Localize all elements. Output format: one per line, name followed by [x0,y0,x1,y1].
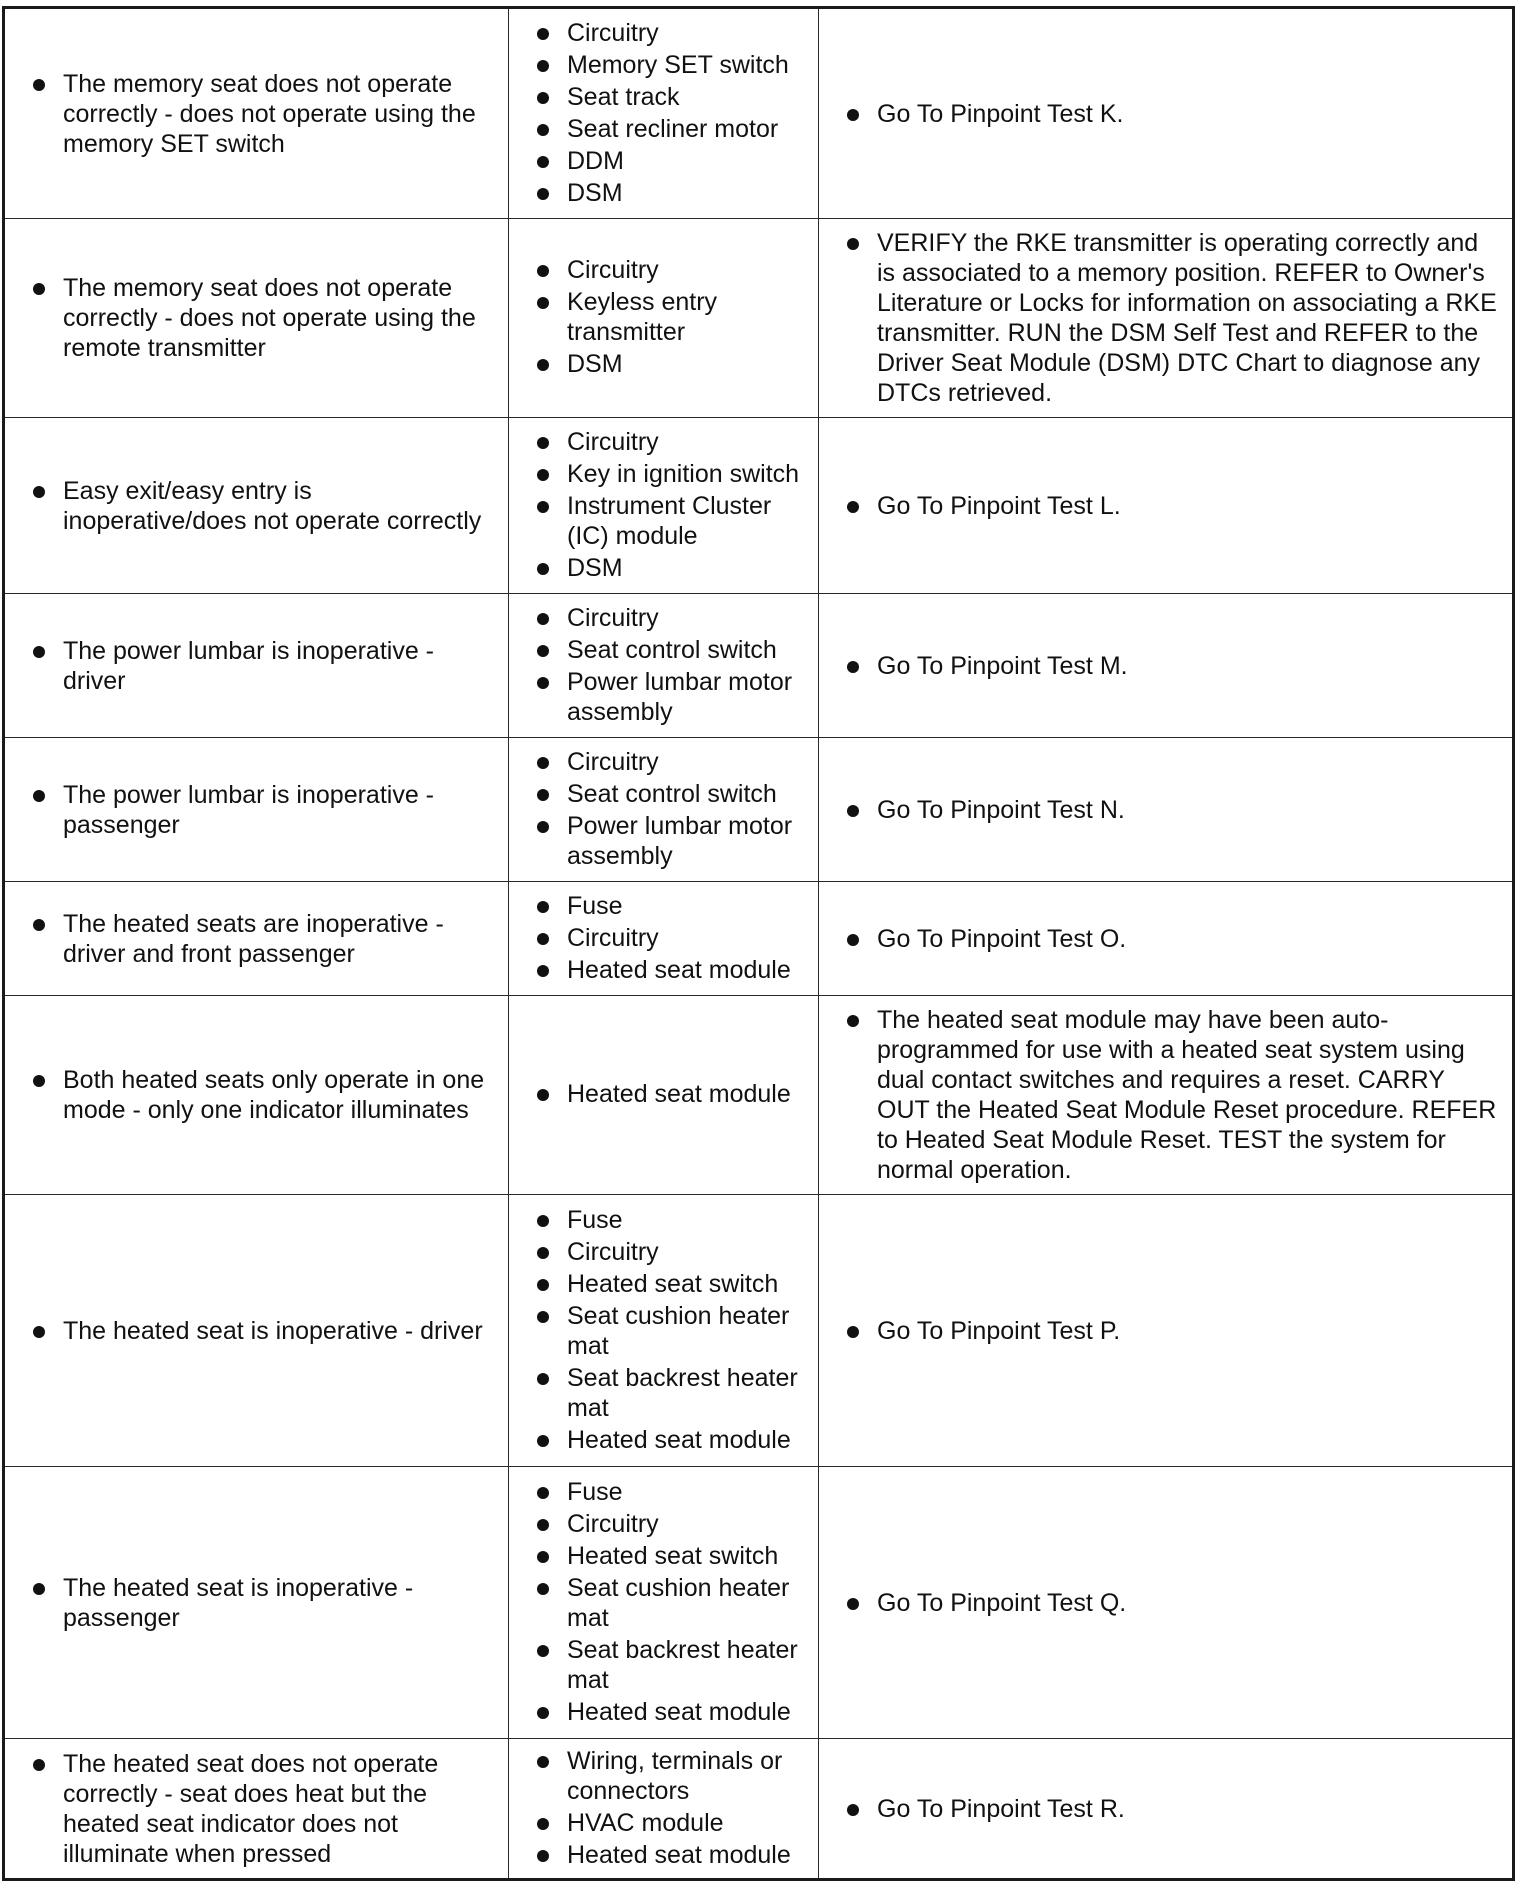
action-cell [819,1195,1514,1467]
condition-text: Both heated seats only operate in one mode - only one indicator illuminates [31,1065,498,1125]
action-text: Go To Pinpoint Test K. [845,99,1502,129]
condition-text: The power lumbar is inoperative - passenger [31,780,498,840]
cause-item: Seat recliner motor [535,114,808,144]
causes-cell [509,1195,819,1467]
cause-item: Circuitry [535,18,808,48]
causes-cell [509,418,819,594]
cause-item: Power lumbar motor assembly [535,667,808,727]
cause-item: Seat track [535,82,808,112]
cause-item: Seat control switch [535,779,808,809]
cause-item: Circuitry [535,255,808,285]
condition-cell [4,882,509,996]
action-cell [819,996,1514,1195]
cause-item: Key in ignition switch [535,459,808,489]
cause-item: HVAC module [535,1808,808,1838]
cause-item: DSM [535,349,808,379]
action-text: VERIFY the RKE transmitter is operating correctly and is associated to a memory position. REFER to Owner's Literature or Locks for information on associating a RKE transmitter. RUN the DSM Self Test and REFER to the Driver Seat Module (DSM) DTC Chart to diagnose any DTCs retrieved. [845,228,1502,408]
table-row [4,738,1514,882]
condition-cell [4,1195,509,1467]
cause-item: Wiring, terminals or connectors [535,1746,808,1806]
causes-cell [509,738,819,882]
table-row [4,996,1514,1195]
causes-list [535,891,808,985]
cause-item: Heated seat switch [535,1541,808,1571]
causes-cell [509,1739,819,1880]
diagnostic-table-page [2,6,1512,1881]
table-row [4,594,1514,738]
condition-cell [4,996,509,1195]
causes-list [535,1205,808,1455]
table-row [4,1739,1514,1880]
condition-cell [4,1739,509,1880]
causes-cell [509,8,819,219]
condition-cell [4,594,509,738]
condition-text: The heated seat does not operate correctly - seat does heat but the heated seat indicator does not illuminate when pressed [31,1749,498,1869]
condition-text: The heated seats are inoperative - driver and front passenger [31,909,498,969]
cause-item: Circuitry [535,1509,808,1539]
condition-cell [4,1467,509,1739]
causes-list [535,747,808,871]
table-body [4,8,1514,1880]
causes-list [535,603,808,727]
condition-cell [4,418,509,594]
causes-list [535,255,808,379]
action-cell [819,1739,1514,1880]
action-cell [819,8,1514,219]
cause-item: Circuitry [535,1237,808,1267]
condition-text: The memory seat does not operate correctly - does not operate using the memory SET switch [31,69,498,159]
cause-item: Circuitry [535,603,808,633]
cause-item: Keyless entry transmitter [535,287,808,347]
causes-cell [509,594,819,738]
cause-item: DSM [535,553,808,583]
action-text: Go To Pinpoint Test O. [845,924,1502,954]
table-row [4,1467,1514,1739]
cause-item: Circuitry [535,427,808,457]
cause-item: Seat backrest heater mat [535,1635,808,1695]
cause-item: Fuse [535,891,808,921]
cause-item: Circuitry [535,747,808,777]
cause-item: DDM [535,146,808,176]
action-cell [819,882,1514,996]
cause-item: Heated seat switch [535,1269,808,1299]
cause-item: DSM [535,178,808,208]
causes-cell [509,219,819,418]
causes-list [535,1746,808,1870]
action-cell [819,594,1514,738]
table-row [4,882,1514,996]
action-cell [819,738,1514,882]
cause-item: Heated seat module [535,955,808,985]
cause-item: Memory SET switch [535,50,808,80]
condition-text: The power lumbar is inoperative - driver [31,636,498,696]
cause-item: Heated seat module [535,1840,808,1870]
action-text: Go To Pinpoint Test M. [845,651,1502,681]
action-text: Go To Pinpoint Test R. [845,1794,1502,1824]
table-row [4,1195,1514,1467]
cause-item: Heated seat module [535,1425,808,1455]
cause-item: Fuse [535,1477,808,1507]
condition-text: Easy exit/easy entry is inoperative/does not operate correctly [31,476,498,536]
action-cell [819,219,1514,418]
action-text: Go To Pinpoint Test P. [845,1316,1502,1346]
condition-text: The heated seat is inoperative - passenger [31,1573,498,1633]
causes-list [535,427,808,583]
cause-item: Seat control switch [535,635,808,665]
cause-item: Seat cushion heater mat [535,1301,808,1361]
cause-item: Seat cushion heater mat [535,1573,808,1633]
cause-item: Fuse [535,1205,808,1235]
cause-item: Heated seat module [535,1697,808,1727]
causes-cell [509,882,819,996]
action-text: Go To Pinpoint Test Q. [845,1588,1502,1618]
cause-item: Heated seat module [535,1079,808,1109]
causes-list [535,1477,808,1727]
causes-list [535,18,808,208]
action-text: Go To Pinpoint Test L. [845,491,1502,521]
causes-cell [509,1467,819,1739]
causes-cell [509,996,819,1195]
condition-text: The heated seat is inoperative - driver [31,1316,498,1346]
action-cell [819,1467,1514,1739]
cause-item: Instrument Cluster (IC) module [535,491,808,551]
action-text: The heated seat module may have been auto-programmed for use with a heated seat system using dual contact switches and requires a reset. CARRY OUT the Heated Seat Module Reset procedure. REFER to Heated Seat Module Reset. TEST the system for normal operation. [845,1005,1502,1185]
cause-item: Circuitry [535,923,808,953]
action-text: Go To Pinpoint Test N. [845,795,1502,825]
table-row [4,8,1514,219]
table-row [4,219,1514,418]
cause-item: Power lumbar motor assembly [535,811,808,871]
causes-list [535,1079,808,1109]
cause-item: Seat backrest heater mat [535,1363,808,1423]
symptom-chart-table [2,6,1515,1881]
table-row [4,418,1514,594]
condition-cell [4,738,509,882]
condition-text: The memory seat does not operate correctly - does not operate using the remote transmitter [31,273,498,363]
condition-cell [4,219,509,418]
condition-cell [4,8,509,219]
action-cell [819,418,1514,594]
